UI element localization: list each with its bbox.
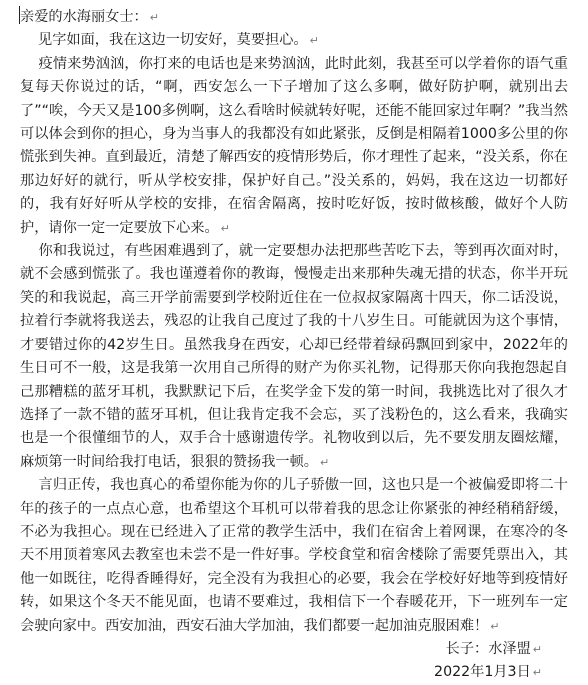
paragraph-text: 见字如面，我在这边一切安好，莫要担心。 [38,32,308,49]
paragraph-text: 言归正传，我也真心的希望你能为你的儿子骄傲一回，这也只是一个被偏爱即将二十年的孩子的一点点心意，也希望这个耳机可以带着我的思念让你紧张的神经稍稍舒缓，不必为我担心。现在已经进入了正常的教学生活中，我们在宿舍上着网课，在寒冷的冬天不用顶着寒风去教室也未尝不是一件好事。学校食堂和宿舍楼除了需要凭票出入，其他一如既往，吃得香睡得好，完全没有为我担心的必要，我会在学校好好地等到疫情好转，如果这个冬天不能见面，也请不要难过，我相信下一个春暖花开，下一班列车一定会驶向家中。西安加油，西安石油大学加油，我们都要一起加油克服困难！ [20,477,568,634]
paragraph-mark-icon: ↵ [532,642,542,656]
paragraph-3[interactable] [20,240,568,474]
paragraph-mark-icon: ↵ [220,221,230,235]
paragraph-4[interactable] [20,474,568,638]
salutation-line[interactable] [20,6,568,29]
paragraph-1[interactable] [20,29,568,52]
date-line[interactable] [20,661,568,684]
paragraph-mark-icon: ↵ [490,619,500,633]
letter-date: 2022年1月3日 [434,664,531,681]
paragraph-mark-icon: ↵ [309,34,319,48]
paragraph-mark-icon: ↵ [532,666,542,680]
paragraph-mark-icon: ↵ [149,11,159,24]
signature-line[interactable] [20,638,568,661]
paragraph-2[interactable] [20,53,568,240]
paragraph-text: 你和我说过，有些困难遇到了，就一定要想办法把那些苦吃下去，等到再次面对时，就不会感到慌张了。我也谨遵着你的教诲，慢慢走出来那种失魂无措的状态，你半开玩笑的和我说起，高三开学前需要到学校附近住在一位叔叔家隔离十四天，你二话没说，拉着行李就将我送去，残忍的让我自己度过了我的十八岁生日。可能就因为这个事情，才要错过你的42岁生日。虽然我身在西安，心却已经带着绿码飘回到家中，2022年的生日可不一般，这是我第一次用自己所得的财产为你买礼物，记得那天你向我抱怨起自己那糟糕的蓝牙耳机，我默默记下后，在奖学金下发的第一时间，我挑选比对了很久才选择了一款不错的蓝牙耳机，但让我肯定我不会忘，买了浅粉色的，这么看来，我确实也是一个很懂细节的人，双手合十感谢遗传学。礼物收到以后，先不要发朋友圈炫耀，麻烦第一时间给我打电话，狠狠的赞扬我一顿。 [20,243,568,470]
text-cursor [19,6,20,24]
signature: 长子：水泽盟 [445,640,531,657]
salutation: 亲爱的水海丽女士： [20,9,148,25]
paragraph-mark-icon: ↵ [319,455,330,469]
paragraph-text: 疫情来势汹汹，你打来的电话也是来势汹汹，此时此刻，我甚至可以学着你的语气重复每天你说过的话，“啊，西安怎么一下子增加了这么多啊，做好防护啊，就别出去了”“唉，今天又是100多例啊，这么看啥时候就转好呢，还能不能回家过年啊？”我当然可以体会到你的担心，身为当事人的我都没有如此紧张，反倒是相隔着1000多公里的你慌张到失神。直到最近，清楚了解西安的疫情形势后，你才理性了起来，“没关系，你在那边好好的就行，听从学校安排，保护好自己。”没关系的，妈妈，我在这边一切都好的，我有好好听从学校的安排，在宿舍隔离，按时吃好饭，按时做核酸，做好个人防护，请你一定一定要放下心来。 [20,55,568,236]
